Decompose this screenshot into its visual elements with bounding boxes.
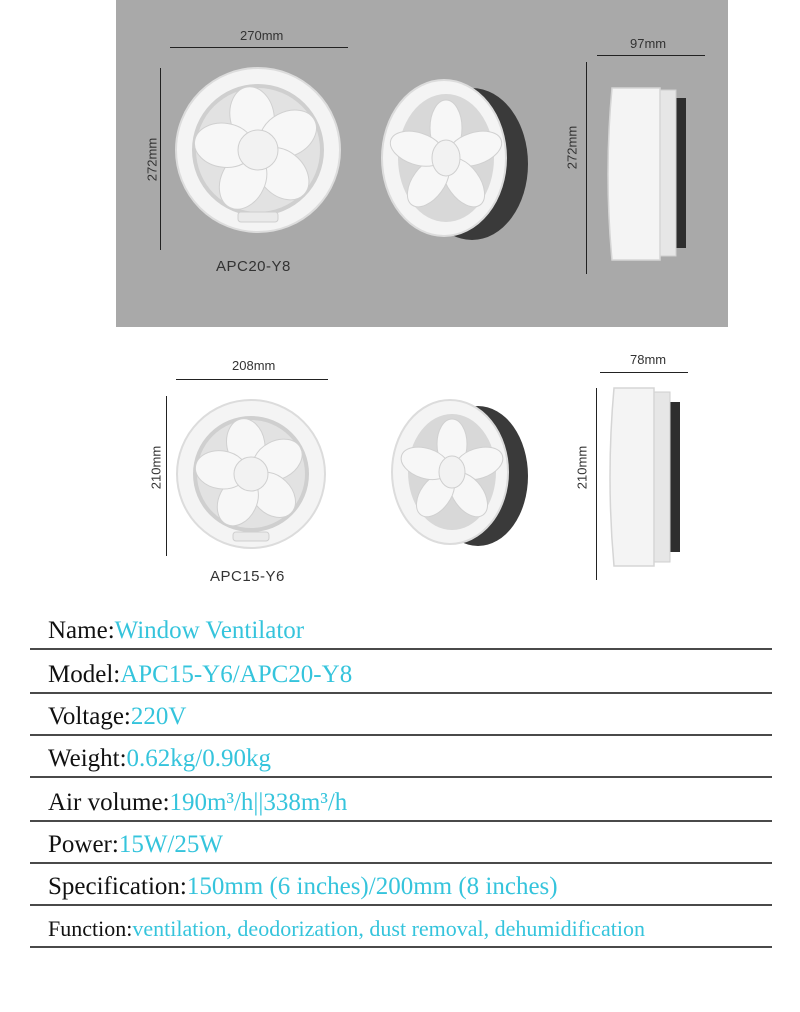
spec-value: 150mm (6 inches)/200mm (8 inches) (186, 873, 558, 900)
spec-value: 190m³/h||338m³/h (169, 789, 348, 816)
spec-value: 220V (130, 703, 187, 730)
width-dimension-line (170, 47, 348, 48)
height-dimension-label: 272mm (144, 137, 160, 182)
depth-dimension-label: 97mm (630, 36, 667, 51)
spec-key: Power: (48, 831, 119, 858)
depth-dimension-line-small (600, 372, 688, 373)
height-dimension-line-small (166, 396, 167, 556)
model-label-large: APC20-Y8 (216, 258, 291, 275)
spec-key: Specification: (48, 873, 187, 900)
spec-key: Function: (48, 916, 133, 941)
fan-side-view-small (606, 384, 686, 570)
fan-angled-view-small (384, 394, 534, 554)
fan-side-view-large (604, 84, 694, 264)
spec-row-model (30, 650, 772, 694)
spec-table (30, 612, 772, 948)
depth-dimension-line (597, 55, 705, 56)
spec-key: Name: (48, 617, 115, 644)
height-dimension-label-small: 210mm (148, 445, 164, 490)
spec-row-voltage (30, 694, 772, 736)
fan-front-view-large (174, 64, 342, 236)
height-dimension-line (160, 68, 161, 250)
spec-value: 0.62kg/0.90kg (126, 745, 271, 772)
spec-row-specification (30, 864, 772, 906)
spec-key: Voltage: (48, 703, 131, 730)
spec-value: APC15-Y6/APC20-Y8 (120, 661, 353, 688)
side-height-dimension-label-small: 210mm (574, 445, 590, 490)
spec-key: Model: (48, 661, 121, 688)
depth-dimension-label-small: 78mm (630, 352, 667, 367)
side-height-dimension-label: 272mm (564, 125, 580, 170)
width-dimension-line-small (176, 379, 328, 380)
fan-front-view-small (176, 396, 326, 552)
width-dimension-label-small: 208mm (232, 358, 276, 373)
spec-row-weight (30, 736, 772, 778)
fan-angled-view-large (372, 74, 532, 244)
spec-value: 15W/25W (118, 831, 223, 858)
width-dimension-label: 270mm (240, 28, 284, 43)
spec-value: ventilation, deodorization, dust removal, dehumidification (132, 916, 645, 941)
spec-value: Window Ventilator (114, 617, 305, 644)
spec-key: Weight: (48, 745, 127, 772)
side-height-dimension-line-small (596, 388, 597, 580)
side-height-dimension-line (586, 62, 587, 274)
spec-row-air-volume (30, 778, 772, 822)
model-label-small: APC15-Y6 (210, 568, 285, 585)
spec-row-power (30, 822, 772, 864)
spec-key: Air volume: (48, 789, 170, 816)
spec-row-name (30, 612, 772, 650)
spec-row-function (30, 906, 772, 948)
